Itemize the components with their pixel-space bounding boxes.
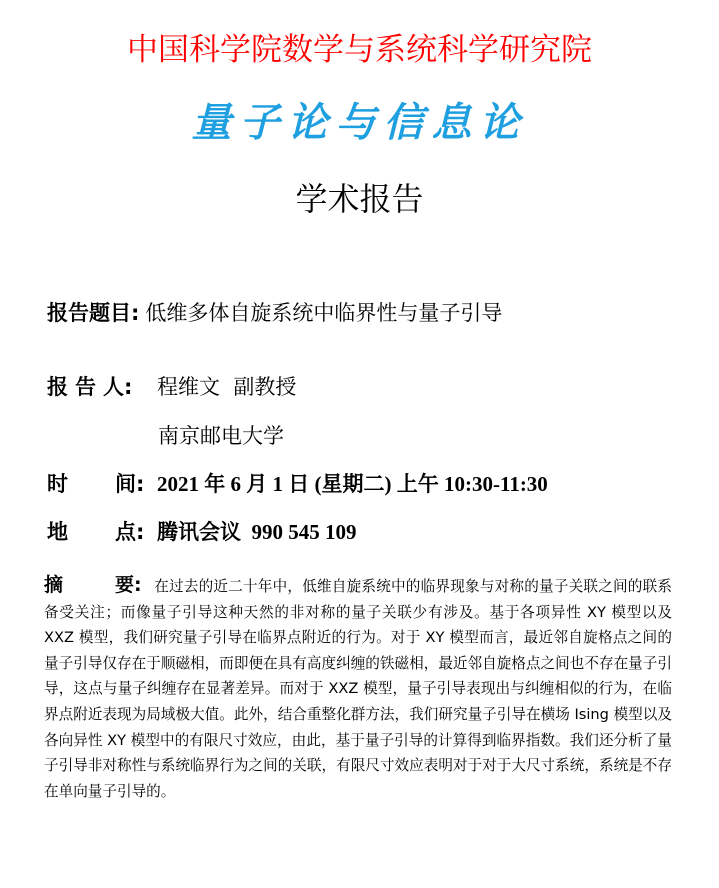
abstract-label	[44, 573, 154, 599]
place-value: 腾讯会议 990 545 109	[157, 520, 357, 544]
time-label-char1: 时	[47, 472, 68, 496]
abstract-text: 在过去的近二十年中，低维自旋系统中的临界现象与对称的量子关联之间的联系备受关注；而像量子引导这种天然的非对称的量子关联少有涉及。基于各项异性 XY 模型以及 XXZ 模型，我们研究量子引导在临界点附近的行为。对于 XY 模型而言，最近邻自旋格点之间的量子引导仅存在于顺磁相，而即便在具有高度纠缠的铁磁相，最近邻自旋格点之间也不存在量子引导，这点与量子纠缠存在显著差异。而对于 XXZ 模型，量子引导表现出与纠缠相似的行为，在临界点附近表现为局域极大值。此外，结合重整化群方法，我们研究量子引导在横场 Ising 模型以及各向异性 XY 模型中的有限尺寸效应，由此，基于量子引导的计算得到临界指数。我们还分析了量子引导非对称性与系统临界行为之间的关联，有限尺寸效应表明对于对于大尺寸系统，系统是不存在单向量子引导的。	[44, 578, 672, 800]
speaker-label-char2: 告	[75, 375, 96, 399]
time-label-char2: 间:	[115, 472, 145, 496]
place-row	[47, 517, 357, 547]
place-label-char2: 点:	[115, 520, 145, 544]
time-label	[47, 469, 157, 499]
report-type-heading: 学术报告	[295, 180, 424, 218]
place-label-char1: 地	[47, 520, 68, 544]
speaker-row	[47, 372, 296, 402]
speaker-value: 程维文 副教授	[157, 375, 297, 399]
speaker-label	[47, 372, 157, 402]
speaker-label-char3: 人:	[103, 375, 133, 399]
abstract-label-char2: 要:	[115, 574, 142, 596]
topic-label: 报告题目:	[47, 301, 140, 325]
place-label	[47, 517, 157, 547]
time-value: 2021 年 6 月 1 日 (星期二) 上午 10:30-11:30	[157, 472, 548, 496]
abstract-paragraph	[44, 573, 672, 804]
speaker-label-char1: 报	[47, 375, 68, 399]
time-row	[47, 469, 548, 499]
topic-value: 低维多体自旋系统中临界性与量子引导	[145, 301, 503, 325]
abstract-label-char1: 摘	[44, 574, 64, 596]
affiliation: 南京邮电大学	[158, 424, 284, 448]
institute-name: 中国科学院数学与系统科学研究院	[127, 32, 592, 68]
topic-row	[47, 298, 502, 328]
seminar-title: 量子论与信息论	[191, 100, 528, 146]
